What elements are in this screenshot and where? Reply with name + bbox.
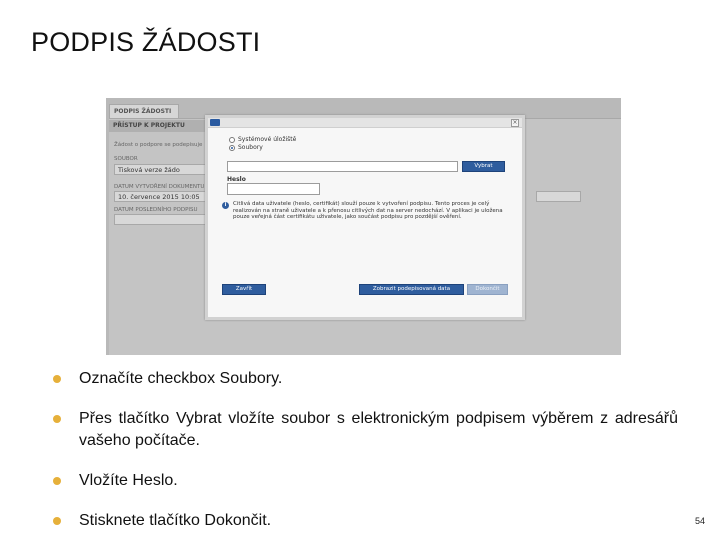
slide-title: PODPIS ŽÁDOSTI (31, 27, 261, 57)
list-item: Označíte checkbox Soubory. (52, 368, 678, 390)
radio-icon (229, 137, 235, 143)
list-item: Stisknete tlačítko Dokončit. (52, 510, 678, 532)
list-item: Přes tlačítko Vybrat vložíte soubor s elektronickým podpisem výběrem z adresářů vašeho počítače. (52, 408, 678, 452)
radio-system-label: Systémové úložiště (238, 136, 297, 143)
password-label: Heslo (227, 176, 246, 183)
close-button[interactable]: Zavřít (222, 284, 266, 295)
radio-files-label: Soubory (238, 144, 263, 151)
close-icon[interactable]: × (512, 119, 518, 126)
info-text: Citlivá data uživatele (heslo, certifikát) slouží pouze k vytvoření podpisu. Tento proces je celý realizován na straně uživatele a k přenosu citlivých dat na server nedochází. V aplikaci je uložena pouze veřejná část certifikátu uživatele, jako součást podpisu pro pozdější ověření. (233, 201, 503, 221)
finish-button[interactable]: Dokončit (467, 284, 508, 295)
list-item: Vložíte Heslo. (52, 470, 678, 492)
radio-selected-icon (229, 145, 235, 151)
app-icon (210, 119, 220, 126)
page-number: 54 (694, 516, 705, 526)
file-path-input[interactable] (227, 161, 458, 172)
created-date-label: DATUM VYTVOŘENÍ DOKUMENTU (114, 184, 205, 190)
created-date-field: 10. července 2015 10:05 (114, 191, 206, 202)
info-icon: i (222, 202, 229, 209)
tab-podpis-zadosti[interactable]: PODPIS ŽÁDOSTI (109, 104, 179, 118)
dialog-titlebar (208, 118, 522, 128)
signature-dialog (205, 115, 525, 320)
browse-button[interactable]: Vybrat (462, 161, 505, 172)
file-field: Tisková verze žádo (114, 164, 206, 175)
show-signed-data-button[interactable]: Zobrazit podepisovaná data (359, 284, 464, 295)
file-label: SOUBOR (114, 156, 138, 162)
radio-files[interactable] (229, 144, 263, 151)
radio-system-storage[interactable] (229, 136, 296, 143)
instruction-list (52, 368, 678, 532)
app-screenshot (106, 98, 621, 355)
last-sign-field (114, 214, 206, 225)
last-sign-label: DATUM POSLEDNÍHO PODPISU (114, 207, 198, 213)
section-header[interactable]: PŘÍSTUP K PROJEKTU (109, 120, 209, 132)
password-input[interactable] (227, 183, 320, 195)
intro-text: Žádost o podpore se podepisuje (114, 142, 203, 148)
side-field (536, 191, 581, 202)
